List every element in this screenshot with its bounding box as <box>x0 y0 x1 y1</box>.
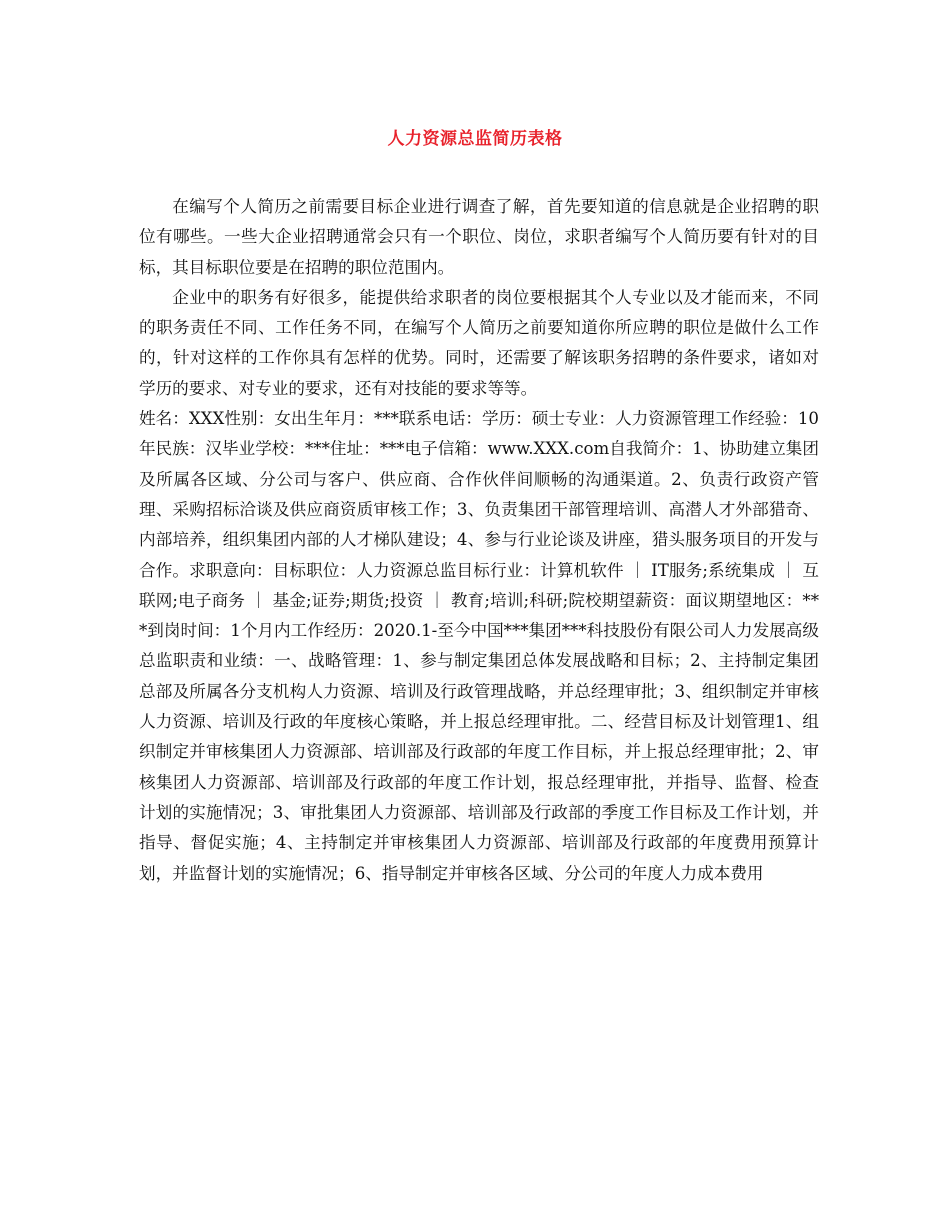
document-body <box>139 192 819 889</box>
intro-paragraph-2: 企业中的职务有好很多，能提供给求职者的岗位要根据其个人专业以及才能而来，不同的职务责任不同、工作任务不同，在编写个人简历之前要知道你所应聘的职位是做什么工作的，针对这样的工作你具有怎样的优势。同时，还需要了解该职务招聘的条件要求，诸如对学历的要求、对专业的要求，还有对技能的要求等等。 <box>139 287 819 398</box>
document-title: 人力资源总监简历表格 <box>387 129 563 149</box>
intro-paragraph-1: 在编写个人简历之前需要目标企业进行调查了解，首先要知道的信息就是企业招聘的职位有哪些。一些大企业招聘通常会只有一个职位、岗位，求职者编写个人简历要有针对的目标，其目标职位要是在招聘的职位范围内。 <box>139 197 819 277</box>
resume-content-paragraph: 姓名：XXX性别：女出生年月：***联系电话：学历：硕士专业：人力资源管理工作经验：10年民族：汉毕业学校：***住址：***电子信箱：www.XXX.com自我简介：1、协助建立集团及所属各区域、分公司与客户、供应商、合作伙伴间顺畅的沟通渠道。2、负责行政资产管理、采购招标洽谈及供应商资质审核工作；3、负责集团干部管理培训、高潜人才外部猎奇、内部培养，组织集团内部的人才梯队建设；4、参与行业论谈及讲座，猎头服务项目的开发与合作。求职意向：目标职位：人力资源总监目标行业：计算机软件 ｜ IT服务;系统集成 ｜ 互联网;电子商务 ｜ 基金;证券;期货;投资 ｜ 教育;培训;科研;院校期望薪资：面议期望地区：***到岗时间：1个月内工作经历：2020.1-至今中国***集团***科技股份有限公司人力发展高级总监职责和业绩：一、战略管理：1、参与制定集团总体发展战略和目标；2、主持制定集团总部及所属各分支机构人力资源、培训及行政管理战略，并总经理审批；3、组织制定并审核人力资源、培训及行政的年度核心策略，并上报总经理审批。二、经营目标及计划管理1、组织制定并审核集团人力资源部、培训部及行政部的年度工作目标，并上报总经理审批；2、审核集团人力资源部、培训部及行政部的年度工作计划，报总经理审批，并指导、监督、检查计划的实施情况；3、审批集团人力资源部、培训部及行政部的季度工作目标及工作计划，并指导、督促实施；4、主持制定并审核集团人力资源部、培训部及行政部的年度费用预算计划，并监督计划的实施情况；6、指导制定并审核各区域、分公司的年度人力成本费用 <box>139 409 819 883</box>
